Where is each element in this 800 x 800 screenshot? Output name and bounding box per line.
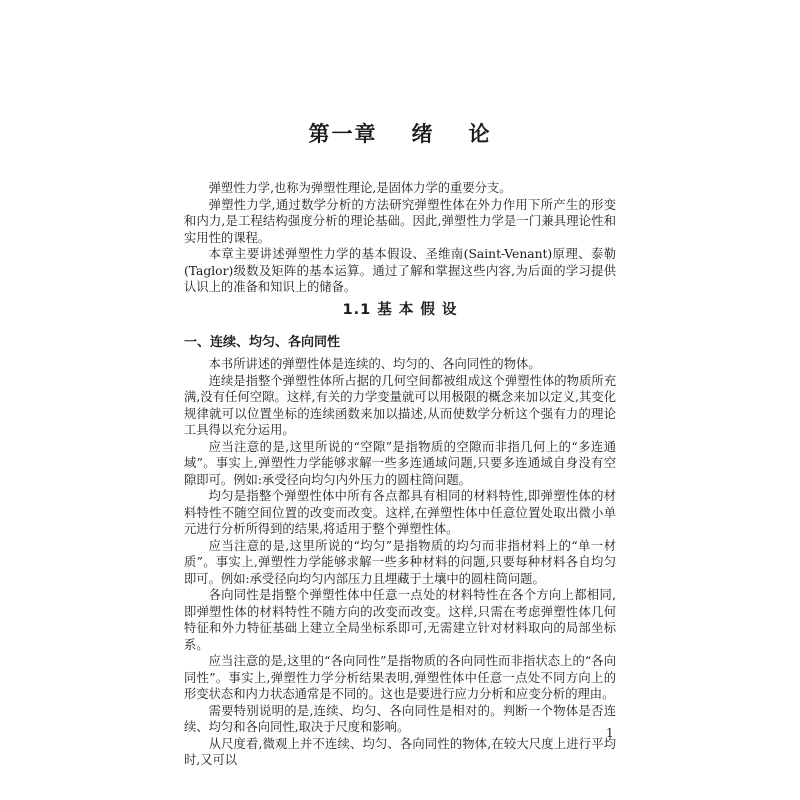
main-text: [184, 356, 616, 769]
body-paragraph: 各向同性是指整个弹塑性体中任意一点处的材料特性在各个方向上都相同,即弹塑性体的材料特性不随方向的改变而改变。这样,只需在考虑弹塑性体几何特征和外力特征基础上建立全局坐标系即可,无需建立针对材料取向的局部坐标系。: [184, 588, 616, 652]
body-paragraph: 从尺度看,微观上并不连续、均匀、各向同性的物体,在较大尺度上进行平均时,又可以: [184, 736, 616, 767]
intro-paragraph: 弹塑性力学,也称为弹塑性理论,是固体力学的重要分支。: [208, 181, 512, 195]
body-paragraph: 连续是指整个弹塑性体所占据的几何空间都被组成这个弹塑性体的物质所充满,没有任何空隙。这样,有关的力学变量就可以用极限的概念来加以定义,其变化规律就可以位置坐标的连续函数来加以描述,从而使数学分析这个强有力的理论工具得以充分运用。: [184, 373, 616, 437]
body-paragraph: 本书所讲述的弹塑性体是连续的、均匀的、各向同性的物体。: [208, 357, 541, 371]
page-number: 1: [606, 726, 614, 740]
body-paragraph: 均匀是指整个弹塑性体中所有各点都具有相同的材料特性,即弹塑性体的材料特性不随空间位置的改变而改变。这样,在弹塑性体中任意位置处取出微小单元进行分析所得到的结果,将适用于整个弹塑性体。: [184, 489, 616, 536]
body-paragraph: 应当注意的是,这里所说的“均匀”是指物质的均匀而非指材料上的“单一材质”。事实上,弹塑性力学能够求解一些多种材料的问题,只要每种材料各自均匀即可。例如:承受径向均匀内部压力且埋藏于土壤中的圆柱筒问题。: [184, 538, 616, 586]
section-title: 1.1 基 本 假 设: [342, 302, 458, 318]
subsection-title: 一、连续、均匀、各向同性: [184, 335, 341, 350]
intro-paragraph: 本章主要讲述弹塑性力学的基本假设、圣维南(Saint-Venant)原理、泰勒(Taglor)级数及矩阵的基本运算。通过了解和掌握这些内容,为后面的学习提供认识上的准备和知识上的储备。: [184, 247, 616, 294]
chapter-number: 第一章: [308, 122, 378, 146]
chapter-title-char-1: 绪: [411, 122, 435, 146]
body-paragraph: 应当注意的是,这里所说的“空隙”是指物质的空隙而非指几何上的“多连通域”。事实上,弹塑性力学能够求解一些多连通域问题,只要多连通域自身没有空隙即可。例如:承受径向均匀内外压力的圆柱筒问题。: [184, 439, 616, 487]
chapter-title-char-2: 论: [468, 122, 492, 146]
body-paragraph: 需要特别说明的是,连续、均匀、各向同性是相对的。判断一个物体是否连续、均匀和各向同性,取决于尺度和影响。: [184, 703, 616, 734]
intro-text: [184, 180, 616, 296]
intro-paragraph: 弹塑性力学,通过数学分析的方法研究弹塑性体在外力作用下所产生的形变和内力,是工程结构强度分析的理论基础。因此,弹塑性力学是一门兼具理论性和实用性的课程。: [184, 197, 616, 245]
body-paragraph: 应当注意的是,这里的“各向同性”是指物质的各向同性而非指状态上的“各向同性”。事实上,弹塑性力学分析结果表明,弹塑性体中任意一点处不同方向上的形变状态和内力状态通常是不同的。这也是要进行应力分析和应变分析的理由。: [184, 654, 616, 701]
chapter-title: [0, 118, 800, 148]
